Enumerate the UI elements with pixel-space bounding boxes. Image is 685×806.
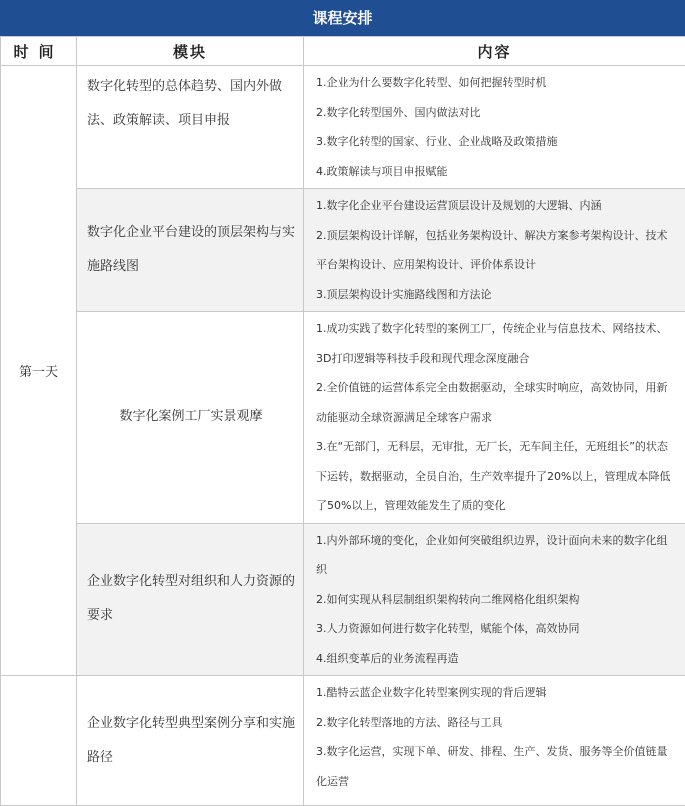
module-cell: 数字化案例工厂实景观摩 [77, 312, 304, 524]
module-cell: 企业数字化转型典型案例分享和实施路径 [77, 676, 304, 806]
table-row [1, 312, 685, 524]
header-row [1, 37, 685, 66]
content-item: 4.组织变革后的业务流程再造 [316, 644, 677, 674]
content-cell [304, 66, 685, 189]
content-item: 1.酷特云蓝企业数字化转型案例实现的背后逻辑 [316, 678, 677, 708]
content-item: 2.数字化转型国外、国内做法对比 [316, 98, 677, 128]
content-item: 2.顶层架构设计详解，包括业务架构设计、解决方案参考架构设计、技术平台架构设计、应用架构设计、评价体系设计 [316, 221, 677, 280]
content-item: 3.数字化转型的国家、行业、企业战略及政策措施 [316, 127, 677, 157]
content-item: 3.在“无部门，无科层，无审批，无厂长，无车间主任，无班组长”的状态下运转，数据驱动，全员自治，生产效率提升了20%以上，管理成本降低了50%以上，管理效能发生了质的变化 [316, 432, 677, 521]
module-cell: 数字化企业平台建设的顶层架构与实施路线图 [77, 189, 304, 312]
module-cell: 企业数字化转型对组织和人力资源的要求 [77, 523, 304, 676]
content-item: 1.内外部环境的变化，企业如何突破组织边界，设计面向未来的数字化组织 [316, 526, 677, 585]
table-row [1, 676, 685, 806]
day-label: 第一天 [1, 66, 77, 676]
table-row [1, 523, 685, 676]
content-cell [304, 189, 685, 312]
content-item: 1.数字化企业平台建设运营顶层设计及规划的大逻辑、内涵 [316, 191, 677, 221]
content-item: 3.数字化运营，实现下单、研发、排程、生产、发货、服务等全价值链量化运营 [316, 737, 677, 796]
content-item: 4.政策解读与项目申报赋能 [316, 157, 677, 187]
schedule-title: 课程安排 [0, 0, 685, 36]
content-item: 2.如何实现从科层制组织架构转向二维网格化组织架构 [316, 585, 677, 615]
content-item: 2.数字化转型落地的方法、路径与工具 [316, 708, 677, 738]
content-cell [304, 523, 685, 676]
schedule-table [0, 36, 685, 806]
content-item: 1.企业为什么要数字化转型、如何把握转型时机 [316, 68, 677, 98]
content-cell [304, 312, 685, 524]
header-content: 内容 [304, 37, 685, 66]
content-item: 2.全价值链的运营体系完全由数据驱动，全球实时响应，高效协同，用新动能驱动全球资源满足全球客户需求 [316, 373, 677, 432]
header-module: 模块 [77, 37, 304, 66]
module-cell: 数字化转型的总体趋势、国内外做法、政策解读、项目申报 [77, 66, 304, 189]
content-item: 3.顶层架构设计实施路线图和方法论 [316, 280, 677, 310]
table-row [1, 189, 685, 312]
content-cell [304, 676, 685, 806]
content-item: 3.人力资源如何进行数字化转型，赋能个体，高效协同 [316, 614, 677, 644]
day-label-empty [1, 676, 77, 806]
table-row [1, 66, 685, 189]
content-item: 1.成功实践了数字化转型的案例工厂，传统企业与信息技术、网络技术、3D打印逻辑等科技手段和现代理念深度融合 [316, 314, 677, 373]
header-time: 时间 [1, 37, 77, 66]
